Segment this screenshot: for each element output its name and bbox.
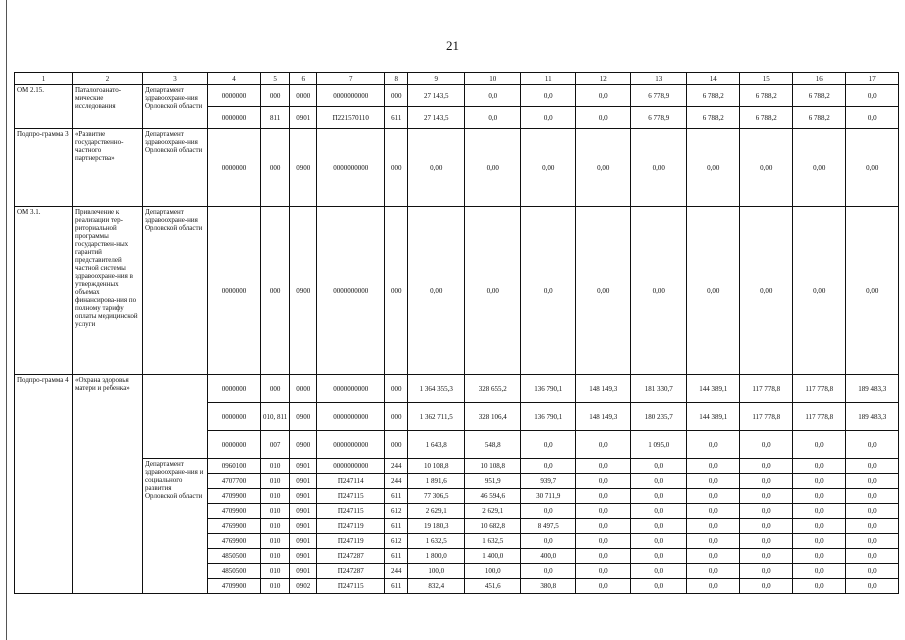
value-cell: 0,0 (793, 549, 846, 564)
value-cell: 328 106,4 (465, 403, 521, 431)
value-cell: 010 (261, 519, 290, 534)
value-cell: 0000000 (208, 403, 261, 431)
header-cell: 14 (687, 73, 740, 85)
value-cell: 0,00 (793, 129, 846, 207)
header-cell: 6 (290, 73, 317, 85)
header-cell: 5 (261, 73, 290, 85)
value-cell: 0,0 (846, 474, 899, 489)
value-cell: 0,0 (687, 564, 740, 579)
value-cell: 612 (385, 534, 408, 549)
value-cell: 0,0 (740, 459, 793, 474)
value-cell: 0,0 (740, 504, 793, 519)
value-cell: 6 778,9 (631, 85, 687, 107)
value-cell: 0,0 (576, 107, 631, 129)
value-cell: 0,0 (793, 431, 846, 459)
value-cell: 0000000 (208, 207, 261, 375)
value-cell: 010 (261, 459, 290, 474)
value-cell: 0,0 (687, 489, 740, 504)
value-cell: 0,0 (687, 459, 740, 474)
value-cell: 46 594,6 (465, 489, 521, 504)
value-cell: 0,0 (521, 431, 576, 459)
value-cell: 0900 (290, 129, 317, 207)
value-cell: 0,00 (465, 129, 521, 207)
value-cell: 010 (261, 489, 290, 504)
value-cell: 77 306,5 (408, 489, 465, 504)
row-title-cell: Привлечение к реализации тер-риториальной программы государствен-ных гарантий представителей частной системы здравоохране-ния в утвержденных объемах финансирова-ния по полному тарифу оплаты медицинской услуги (73, 207, 143, 375)
value-cell: 0000000 (208, 85, 261, 107)
value-cell: 0000000000 (317, 129, 385, 207)
value-cell: 0,0 (576, 519, 631, 534)
value-cell: 0,0 (521, 564, 576, 579)
row-title-cell: Паталогоанато-мические исследования (73, 85, 143, 129)
value-cell: 144 389,1 (687, 403, 740, 431)
value-cell: 6 778,9 (631, 107, 687, 129)
row-executor-cell (143, 375, 208, 459)
value-cell: 0,0 (631, 459, 687, 474)
value-cell: 0900 (290, 207, 317, 375)
value-cell: 0,00 (576, 207, 631, 375)
value-cell: 0,0 (846, 579, 899, 594)
value-cell: 30 711,9 (521, 489, 576, 504)
value-cell: 010 (261, 474, 290, 489)
value-cell: 27 143,5 (408, 107, 465, 129)
table-row (15, 85, 899, 107)
value-cell: 000 (261, 85, 290, 107)
value-cell: 6 788,2 (793, 107, 846, 129)
header-cell: 1 (15, 73, 73, 85)
value-cell: 000 (385, 207, 408, 375)
value-cell: 0,0 (687, 431, 740, 459)
value-cell: 0,0 (521, 207, 576, 375)
value-cell: 0,00 (740, 207, 793, 375)
value-cell: 4709900 (208, 579, 261, 594)
value-cell: 6 788,2 (687, 107, 740, 129)
row-title-cell: «Развитие государственно-частного партнерства» (73, 129, 143, 207)
value-cell: 0000000000 (317, 375, 385, 403)
value-cell: 0,00 (408, 207, 465, 375)
value-cell: 0901 (290, 549, 317, 564)
value-cell: П247287 (317, 564, 385, 579)
header-cell: 8 (385, 73, 408, 85)
header-cell: 7 (317, 73, 385, 85)
value-cell: 0,0 (576, 534, 631, 549)
value-cell: 000 (385, 85, 408, 107)
value-cell: 611 (385, 489, 408, 504)
value-cell: 244 (385, 474, 408, 489)
value-cell: П247115 (317, 579, 385, 594)
value-cell: 0,0 (631, 489, 687, 504)
value-cell: 328 655,2 (465, 375, 521, 403)
value-cell: 0,00 (687, 207, 740, 375)
header-cell: 3 (143, 73, 208, 85)
value-cell: П247115 (317, 504, 385, 519)
value-cell: 0,0 (846, 431, 899, 459)
value-cell: 0900 (290, 431, 317, 459)
value-cell: 0,00 (740, 129, 793, 207)
value-cell: 0,0 (846, 519, 899, 534)
value-cell: П247119 (317, 534, 385, 549)
value-cell: 611 (385, 107, 408, 129)
table-row (15, 375, 899, 403)
value-cell: 1 632,5 (465, 534, 521, 549)
value-cell: 0900 (290, 403, 317, 431)
value-cell: 612 (385, 504, 408, 519)
value-cell: 939,7 (521, 474, 576, 489)
value-cell: 0,0 (793, 534, 846, 549)
value-cell: 000 (261, 375, 290, 403)
value-cell: 0,0 (521, 534, 576, 549)
value-cell: 0901 (290, 504, 317, 519)
value-cell: 189 483,3 (846, 375, 899, 403)
value-cell: 0,0 (631, 564, 687, 579)
value-cell: 180 235,7 (631, 403, 687, 431)
value-cell: 0,0 (521, 504, 576, 519)
value-cell: П247114 (317, 474, 385, 489)
value-cell: 611 (385, 549, 408, 564)
value-cell: 6 788,2 (740, 85, 793, 107)
value-cell: 0,0 (576, 85, 631, 107)
value-cell: 0000000 (208, 375, 261, 403)
value-cell: 181 330,7 (631, 375, 687, 403)
value-cell: 0,00 (408, 129, 465, 207)
value-cell: 0901 (290, 519, 317, 534)
value-cell: 0,0 (576, 579, 631, 594)
value-cell: 0,0 (631, 534, 687, 549)
value-cell: 4850500 (208, 564, 261, 579)
value-cell: 0902 (290, 579, 317, 594)
page-left-border (6, 0, 7, 640)
value-cell: 1 800,0 (408, 549, 465, 564)
value-cell: 611 (385, 579, 408, 594)
value-cell: 117 778,8 (740, 403, 793, 431)
value-cell: 4769900 (208, 519, 261, 534)
value-cell: 0,00 (576, 129, 631, 207)
value-cell: 6 788,2 (793, 85, 846, 107)
value-cell: 10 682,8 (465, 519, 521, 534)
value-cell: 0,0 (846, 549, 899, 564)
value-cell: 010 (261, 504, 290, 519)
value-cell: 0901 (290, 107, 317, 129)
value-cell: 951,9 (465, 474, 521, 489)
value-cell: П247115 (317, 489, 385, 504)
value-cell: 0,0 (576, 564, 631, 579)
value-cell: 0,0 (793, 579, 846, 594)
value-cell: 0,00 (521, 129, 576, 207)
table-row (15, 459, 899, 474)
value-cell: 8 497,5 (521, 519, 576, 534)
value-cell: 0,0 (846, 459, 899, 474)
value-cell: 27 143,5 (408, 85, 465, 107)
header-cell: 4 (208, 73, 261, 85)
value-cell: 0,0 (687, 519, 740, 534)
header-cell: 10 (465, 73, 521, 85)
value-cell: 0901 (290, 489, 317, 504)
value-cell: 0,00 (687, 129, 740, 207)
value-cell: 0000 (290, 85, 317, 107)
value-cell: 010 (261, 549, 290, 564)
value-cell: 000 (385, 403, 408, 431)
value-cell: 0,0 (687, 504, 740, 519)
value-cell: 0,0 (576, 474, 631, 489)
value-cell: 1 362 711,5 (408, 403, 465, 431)
value-cell: 0,0 (793, 459, 846, 474)
value-cell: 1 632,5 (408, 534, 465, 549)
value-cell: 0,0 (687, 534, 740, 549)
value-cell: 0000000 (208, 107, 261, 129)
value-cell: 0,0 (521, 85, 576, 107)
value-cell: 0,0 (631, 579, 687, 594)
page-number: 21 (446, 38, 459, 53)
value-cell: 010 (261, 534, 290, 549)
value-cell: 0,0 (576, 549, 631, 564)
value-cell: 0,0 (631, 549, 687, 564)
value-cell: 148 149,3 (576, 375, 631, 403)
value-cell: 2 629,1 (465, 504, 521, 519)
header-cell: 17 (846, 73, 899, 85)
value-cell: 0,0 (793, 474, 846, 489)
value-cell: 0,0 (740, 519, 793, 534)
header-cell: 9 (408, 73, 465, 85)
value-cell: 0,0 (740, 431, 793, 459)
value-cell: 0,0 (687, 579, 740, 594)
value-cell: 0,00 (846, 207, 899, 375)
value-cell: 0,0 (793, 489, 846, 504)
value-cell: 0960100 (208, 459, 261, 474)
value-cell: 0,0 (576, 504, 631, 519)
value-cell: 000 (261, 207, 290, 375)
value-cell: 4707700 (208, 474, 261, 489)
row-code-cell: ОМ 3.1. (15, 207, 73, 375)
value-cell: 4769900 (208, 534, 261, 549)
header-cell: 13 (631, 73, 687, 85)
value-cell: 0,0 (846, 107, 899, 129)
value-cell: П221570110 (317, 107, 385, 129)
value-cell: 144 389,1 (687, 375, 740, 403)
value-cell: 380,8 (521, 579, 576, 594)
header-row (15, 73, 899, 85)
value-cell: 0000000000 (317, 403, 385, 431)
value-cell: 811 (261, 107, 290, 129)
header-cell: 2 (73, 73, 143, 85)
value-cell: 0,00 (465, 207, 521, 375)
value-cell: 0,0 (687, 549, 740, 564)
value-cell: 117 778,8 (740, 375, 793, 403)
row-executor-cell: Департамент здравоохране-ния и социального развития Орловской области (143, 459, 208, 594)
value-cell: 1 643,8 (408, 431, 465, 459)
value-cell: 010 (261, 564, 290, 579)
value-cell: 0,00 (846, 129, 899, 207)
value-cell: 0,0 (846, 534, 899, 549)
row-executor-cell: Департамент здравоохране-ния Орловской области (143, 129, 208, 207)
value-cell: 0,0 (521, 107, 576, 129)
row-title-cell: «Охрана здоровья матери и ребенка» (73, 375, 143, 594)
value-cell: 0,0 (846, 489, 899, 504)
value-cell: 4709900 (208, 504, 261, 519)
table-row (15, 207, 899, 375)
value-cell: 451,6 (465, 579, 521, 594)
value-cell: 000 (385, 375, 408, 403)
value-cell: 10 108,8 (408, 459, 465, 474)
value-cell: 0901 (290, 474, 317, 489)
value-cell: 548,8 (465, 431, 521, 459)
header-cell: 15 (740, 73, 793, 85)
header-cell: 12 (576, 73, 631, 85)
header-cell: 16 (793, 73, 846, 85)
value-cell: П247287 (317, 549, 385, 564)
value-cell: 4850500 (208, 549, 261, 564)
value-cell: 244 (385, 459, 408, 474)
value-cell: 000 (261, 129, 290, 207)
value-cell: 117 778,8 (793, 403, 846, 431)
value-cell: 136 790,1 (521, 403, 576, 431)
value-cell: 100,0 (408, 564, 465, 579)
row-executor-cell: Департамент здравоохране-ния Орловской области (143, 207, 208, 375)
value-cell: 0,00 (631, 207, 687, 375)
value-cell: 010 (261, 579, 290, 594)
value-cell: 1 891,6 (408, 474, 465, 489)
value-cell: 189 483,3 (846, 403, 899, 431)
value-cell: 010, 811 (261, 403, 290, 431)
value-cell: 6 788,2 (687, 85, 740, 107)
value-cell: 136 790,1 (521, 375, 576, 403)
value-cell: 000 (385, 431, 408, 459)
value-cell: 19 180,3 (408, 519, 465, 534)
value-cell: 0000000000 (317, 207, 385, 375)
value-cell: 0,00 (793, 207, 846, 375)
value-cell: 400,0 (521, 549, 576, 564)
table-row (15, 129, 899, 207)
value-cell: 148 149,3 (576, 403, 631, 431)
value-cell: П247119 (317, 519, 385, 534)
row-code-cell: ОМ 2.15. (15, 85, 73, 129)
value-cell: 0000000000 (317, 459, 385, 474)
value-cell: 0,0 (465, 85, 521, 107)
value-cell: 0901 (290, 459, 317, 474)
value-cell: 1 364 355,3 (408, 375, 465, 403)
value-cell: 007 (261, 431, 290, 459)
value-cell: 0901 (290, 534, 317, 549)
value-cell: 2 629,1 (408, 504, 465, 519)
value-cell: 0,0 (740, 489, 793, 504)
row-executor-cell: Департамент здравоохране-ния Орловской области (143, 85, 208, 129)
value-cell: 0,0 (793, 504, 846, 519)
value-cell: 0,0 (740, 549, 793, 564)
value-cell: 0,0 (793, 519, 846, 534)
value-cell: 100,0 (465, 564, 521, 579)
value-cell: 6 788,2 (740, 107, 793, 129)
value-cell: 0,0 (740, 579, 793, 594)
value-cell: 0,0 (687, 474, 740, 489)
value-cell: 0000000 (208, 129, 261, 207)
value-cell: 10 108,8 (465, 459, 521, 474)
value-cell: 0,0 (846, 564, 899, 579)
value-cell: 0,0 (576, 489, 631, 504)
value-cell: 0,0 (576, 459, 631, 474)
value-cell: 0000000 (208, 431, 261, 459)
value-cell: 0,0 (465, 107, 521, 129)
row-code-cell: Подпро-грамма 4 (15, 375, 73, 594)
value-cell: 000 (385, 129, 408, 207)
value-cell: 611 (385, 519, 408, 534)
value-cell: 1 400,0 (465, 549, 521, 564)
value-cell: 4709900 (208, 489, 261, 504)
value-cell: 0000000000 (317, 85, 385, 107)
value-cell: 0,0 (740, 474, 793, 489)
value-cell: 0,0 (740, 564, 793, 579)
value-cell: 0,0 (846, 85, 899, 107)
budget-table (14, 72, 899, 594)
value-cell: 0901 (290, 564, 317, 579)
value-cell: 117 778,8 (793, 375, 846, 403)
value-cell: 244 (385, 564, 408, 579)
value-cell: 0000 (290, 375, 317, 403)
value-cell: 0,0 (793, 564, 846, 579)
value-cell: 1 095,0 (631, 431, 687, 459)
value-cell: 832,4 (408, 579, 465, 594)
value-cell: 0,0 (631, 504, 687, 519)
row-code-cell: Подпро-грамма 3 (15, 129, 73, 207)
value-cell: 0,0 (740, 534, 793, 549)
value-cell: 0000000000 (317, 431, 385, 459)
value-cell: 0,0 (631, 474, 687, 489)
value-cell: 0,0 (521, 459, 576, 474)
header-cell: 11 (521, 73, 576, 85)
value-cell: 0,00 (631, 129, 687, 207)
value-cell: 0,0 (576, 431, 631, 459)
value-cell: 0,0 (631, 519, 687, 534)
value-cell: 0,0 (846, 504, 899, 519)
